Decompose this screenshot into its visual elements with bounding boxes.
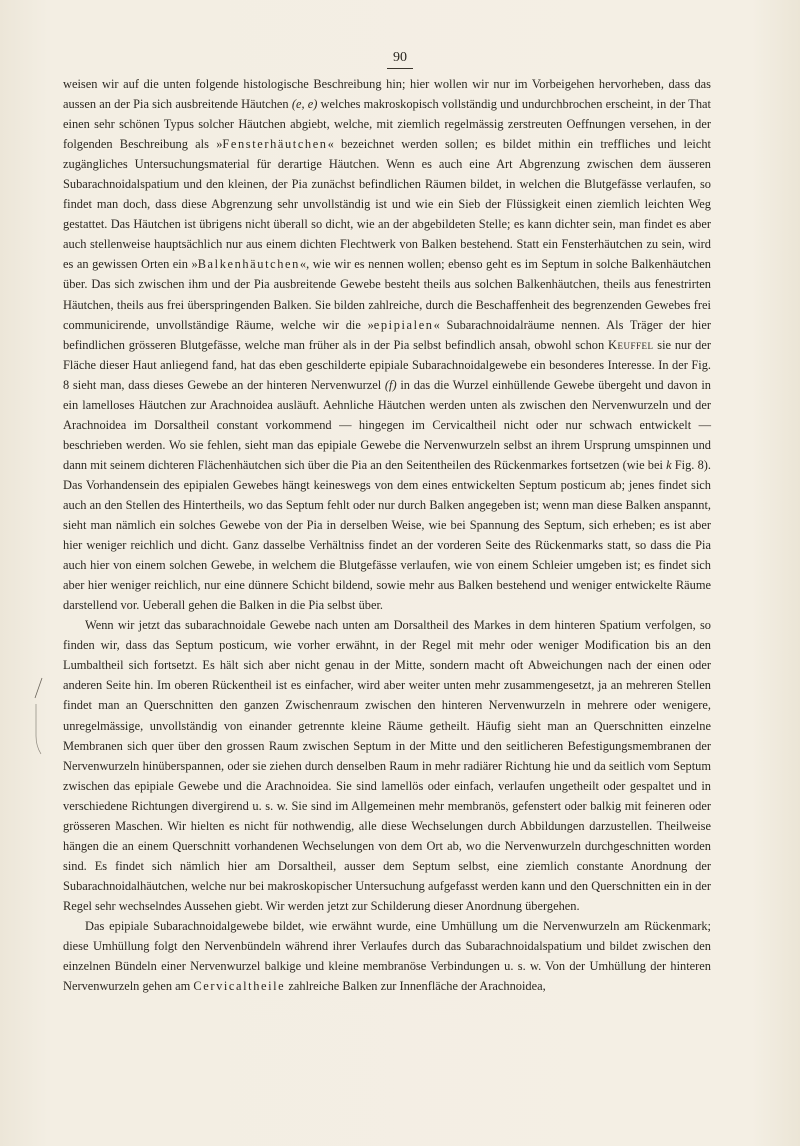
page-number: 90	[0, 50, 800, 69]
paragraph-2: Wenn wir jetzt das subarachnoidale Gewebe nach unten am Dorsaltheil des Markes in dem hinteren Spatium verfolgen, so finden wir, dass das Septum posticum, wie vorher erwähnt, in der Regel mit mehr oder weniger Modification bis an den Lumbaltheil sich fortsetzt. Es hält sich aber nicht genau in der Mitte, sondern macht oft Abweichungen nach der einen oder anderen Seite hin. Im oberen Rückentheil ist es einfacher, wird aber weiter unten mehr zusammengesetzt, ja an mehreren Stellen findet man an Querschnitten den ganzen Zwischenraum zwischen den hinteren Nervenwurzeln in mehrere oder wenigere, unregelmässige, unvollständig von einander getrennte kleine Räume getheilt. Häufig sieht man an Querschnitten einzelne Membranen sich quer über den grossen Raum zwischen Septum in der Mitte und den seitlicheren Befestigungsmembranen der Nervenwurzeln hinüberspannen, oder sie ziehen durch denselben Raum in mehr radiärer Richtung hie und da seitlich vom Septum zwischen das epipiale Gewebe und die Arachnoidea. Sie sind lamellös oder einfach, verlaufen ungetheilt oder gespaltet und in verschiedene Richtungen divergirend u. s. w. Sie sind im Allgemeinen mehr membranös, gefenstert oder balkig mit feineren oder grösseren Maschen. Wir hielten es nicht für nothwendig, alle diese Wechselungen durch Abbildungen darzustellen. Theilweise hängen die an einem Querschnitt vorhandenen Wechselungen von dem Ort ab, wo die Nervenwurzeln durchgeschnitten worden sind. Es findet sich nämlich hier am Dorsaltheil, ausser dem Septum selbst, eine ziemlich constante Anordnung der Subarachnoidalhäutchen, welche nur bei makroskopischer Untersuchung aufgefasst werden kann und den Querschnitten ein in der Regel sehr wechselndes Aussehen giebt. Wir werden jetzt zur Schilderung dieser Anordnung übergehen.	[63, 618, 711, 913]
body-text	[63, 74, 711, 996]
paragraph-1: weisen wir auf die unten folgende histologische Beschreibung hin; hier wollen wir nur im Vorbeigehen hervorheben, dass das aussen an der Pia sich ausbreitende Häutchen (e, e) welches makroskopisch vollständig und undurchbrochen erscheint, in der That einen sehr schönen Typus solcher Häutchen abgiebt, welche, mit ziemlich regelmässig zerstreuten Oeffnungen versehen, in der folgenden Beschreibung als »Fensterhäutchen« bezeichnet werden sollen; es bildet mithin ein treffliches und leicht zugängliches Untersuchungsmaterial für derartige Häutchen. Wenn es auch eine Art Abgrenzung zwischen dem äusseren Subarachnoidalspatium und den kleinen, der Pia zunächst befindlichen Räumen bildet, in welchen die Blutgefässe verlaufen, so findet man doch, dass diese Abgrenzung sehr unvollständig ist und wie ein Sieb der Flüssigkeit einen ziemlich leichten Weg gestattet. Das Häutchen ist übrigens nicht überall so dicht, wie an der abgebildeten Stelle; es kann dichter sein, man findet es aber auch stellenweise hauptsächlich nur aus einem dichten Flechtwerk von Balken bestehend. Statt ein Fensterhäutchen zu sein, wird es an gewissen Orten ein »Balkenhäutchen«, wie wir es nennen wollen; ebenso geht es im Septum in solche Balkenhäutchen über. Das sich zwischen ihm und der Pia ausbreitende Gewebe besteht theils aus solchen Balkenhäutchen, theils aus fenestrirten Häutchen, theils aus frei überspringenden Balken. Sie bilden zahlreiche, durch die Beschaffenheit des begrenzenden Gewebes frei communicirende, unvollständige Räume, welche wir die »epipialen« Subarachnoidalräume nennen. Als Träger der hier befindlichen grösseren Blutgefässe, welche man früher als in der Pia selbst befindlich ansah, obwohl schon Keuffel sie nur der Fläche dieser Haut anliegend fand, hat das eben geschilderte epipiale Subarachnoidalgewebe ein besonderes Interesse. In der Fig. 8 sieht man, dass dieses Gewebe an der hinteren Nervenwurzel (f) in das die Wurzel einhüllende Gewebe übergeht und davon in ein lamelloses Häutchen zur Arachnoidea ausläuft. Aehnliche Häutchen werden unten als zwischen den Nervenwurzeln und der Arachnoidea im Dorsaltheil constant vorkommend — hingegen im Cervicaltheil nicht oder nur schwach entwickelt — beschrieben werden. Wo sie fehlen, sieht man das epipiale Gewebe die Nervenwurzeln selbst an ihrem Ursprung umspinnen und dann mit seinem dichteren Flächenhäutchen sich über die Pia an den Seitentheilen des Rückenmarkes fortsetzen (wie bei k Fig. 8). Das Vorhandensein des epipialen Gewebes hängt keineswegs von dem eines entwickelten Septum posticum ab; jenes findet sich auch an den Stellen des Hintertheils, wo das Septum fehlt oder nur durch Balken angegeben ist; wenn man diese Balken anspannt, sieht man nämlich ein solches Gewebe von der Pia in derselben Weise, wie bei Spannung des Septum, sich erheben; es ist aber hier weniger reichlich und dicht. Ganz dasselbe Verhältniss findet an der vorderen Seite des Rückenmarks statt, so dass die Pia auch hier von einem solchen Gewebe, in welchem die Blutgefässe verlaufen, wie von einem Schleier umgeben ist; es findet sich aber hier weniger reichlich, nur eine dünnere Schicht bildend, sowie mehr aus Balken bestehend und weniger entwickelte Räume darstellend vor. Ueberall gehen die Balken in die Pia selbst über.	[63, 77, 711, 613]
paragraph-3: Das epipiale Subarachnoidalgewebe bildet, wie erwähnt wurde, eine Umhüllung um die Nervenwurzeln am Rückenmark; diese Umhüllung folgt den Nervenbündeln während ihrer Verlaufes durch das Subarachnoidalspatium und bildet zwischen den einzelnen Bündeln einer Nervenwurzel balkige und kleine membranöse Verbindungen u. s. w. Von der Umhüllung der hinteren Nervenwurzeln gehen am Cervicaltheile zahlreiche Balken zur Innenfläche der Arachnoidea,	[63, 918, 711, 994]
margin-pencil-mark	[32, 676, 46, 756]
